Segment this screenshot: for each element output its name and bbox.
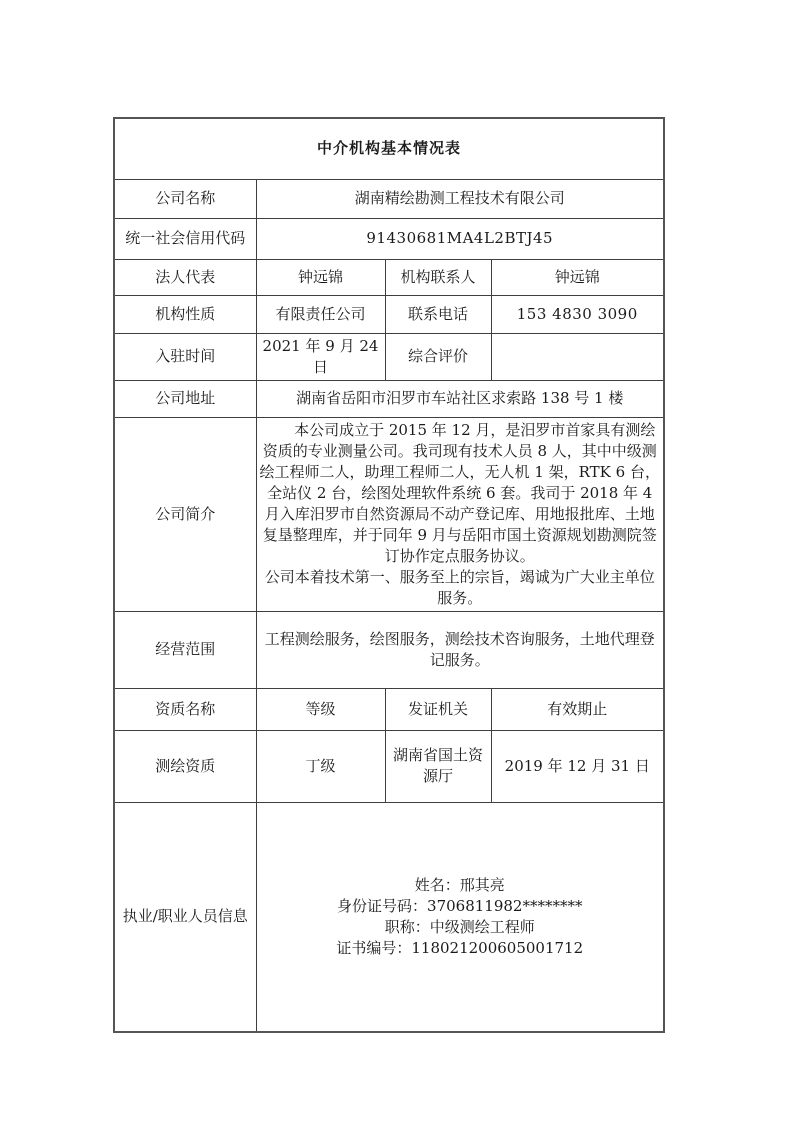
credit-code-value: 91430681MA4L2BTJ45 (256, 218, 664, 259)
table-row (114, 380, 664, 417)
table-row (114, 118, 664, 179)
legal-representative-value: 钟远锦 (256, 259, 385, 295)
entry-date-value: 2021 年 9 月 24 日 (256, 333, 385, 380)
personnel-label: 执业/职业人员信息 (114, 802, 256, 1032)
personnel-title-line: 职称：中级测绘工程师 (384, 917, 535, 936)
personnel-id-line: 身份证号码：3706811982******** (337, 896, 583, 915)
qualification-grade-header: 等级 (256, 688, 385, 730)
personnel-certificate-line: 证书编号：118021200605001712 (336, 938, 584, 957)
qualification-name-value: 测绘资质 (114, 730, 256, 802)
table-row (114, 295, 664, 333)
table-row (114, 688, 664, 730)
qualification-name-header: 资质名称 (114, 688, 256, 730)
company-profile-value (256, 417, 664, 611)
company-name-value: 湖南精绘勘测工程技术有限公司 (256, 179, 664, 218)
table-row (114, 259, 664, 295)
business-scope-value: 工程测绘服务，绘图服务，测绘技术咨询服务，土地代理登记服务。 (256, 611, 664, 688)
overall-rating-value (491, 333, 664, 380)
contact-phone-value: 153 4830 3090 (491, 295, 664, 333)
qualification-grade-value: 丁级 (256, 730, 385, 802)
overall-rating-label: 综合评价 (385, 333, 491, 380)
company-name-label: 公司名称 (114, 179, 256, 218)
contact-person-label: 机构联系人 (385, 259, 491, 295)
agency-info-table (113, 117, 665, 1033)
entry-date-label: 入驻时间 (114, 333, 256, 380)
company-profile-label: 公司简介 (114, 417, 256, 611)
table-row (114, 218, 664, 259)
company-profile-paragraph-2: 公司本着技术第一、服务至上的宗旨，竭诚为广大业主单位服务。 (264, 567, 655, 607)
page-title: 中介机构基本情况表 (114, 118, 664, 179)
table-row (114, 730, 664, 802)
organization-nature-value: 有限责任公司 (256, 295, 385, 333)
table-row (114, 333, 664, 380)
credit-code-label: 统一社会信用代码 (114, 218, 256, 259)
company-address-label: 公司地址 (114, 380, 256, 417)
table-row (114, 417, 664, 611)
qualification-valid-until-value: 2019 年 12 月 31 日 (491, 730, 664, 802)
legal-representative-label: 法人代表 (114, 259, 256, 295)
personnel-name-line: 姓名：邢其亮 (414, 875, 505, 894)
contact-person-value: 钟远锦 (491, 259, 664, 295)
organization-nature-label: 机构性质 (114, 295, 256, 333)
personnel-value (256, 802, 664, 1032)
company-address-value: 湖南省岳阳市汨罗市车站社区求索路 138 号 1 楼 (256, 380, 664, 417)
qualification-issuer-value: 湖南省国土资源厅 (385, 730, 491, 802)
table-row (114, 179, 664, 218)
qualification-issuer-header: 发证机关 (385, 688, 491, 730)
table-row (114, 611, 664, 688)
table-row (114, 802, 664, 1032)
company-profile-paragraph-1: 本公司成立于 2015 年 12 月，是汨罗市首家具有测绘资质的专业测量公司。我司现有技术人员 8 人，其中中级测绘工程师二人，助理工程师二人，无人机 1 架，RTK 6 台，全站仪 2 台，绘图处理软件系统 6 套。我司于 2018 年 4 月入库汨罗市自然资源局不动产登记库、用地报批库、土地复垦整理库，并于同年 9 月与岳阳市国土资源规划勘测院签订协作定点服务协议。 (259, 420, 660, 565)
contact-phone-label: 联系电话 (385, 295, 491, 333)
business-scope-label: 经营范围 (114, 611, 256, 688)
qualification-valid-until-header: 有效期止 (491, 688, 664, 730)
